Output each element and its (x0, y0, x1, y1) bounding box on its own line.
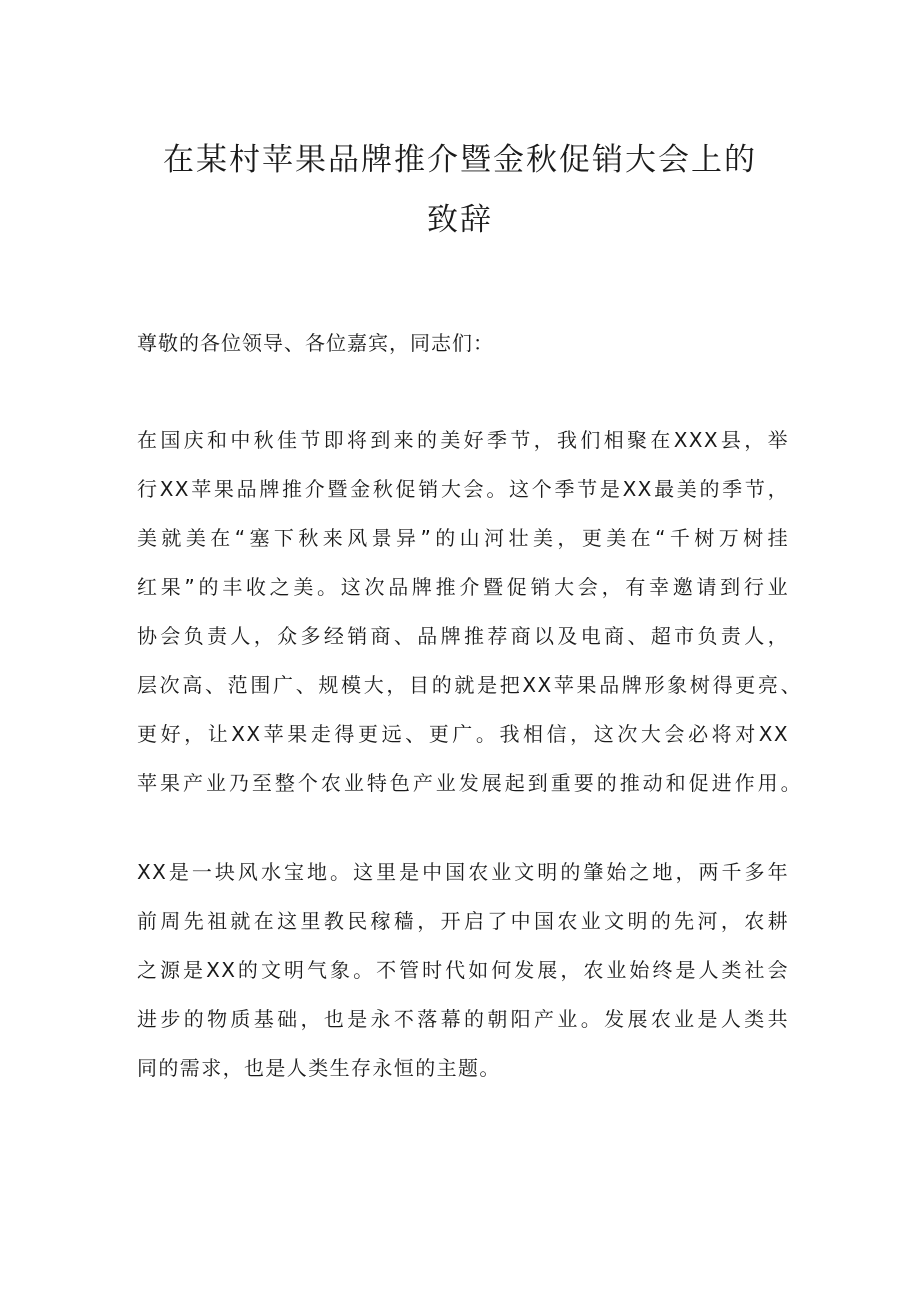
paragraph-1-line: 苹果产业乃至整个农业特色产业发展起到重要的推动和促进作用。 (137, 771, 802, 795)
paragraph-1-line: 红果”的丰收之美。这次品牌推介暨促销大会，有幸邀请到行业 (137, 575, 789, 599)
paragraph-2-line: 同的需求，也是人类生存永恒的主题。 (137, 1056, 501, 1080)
paragraph-1 (137, 430, 817, 822)
paragraph-1-line: 在国庆和中秋佳节即将到来的美好季节，我们相聚在XXX县，举 (137, 428, 789, 452)
paragraph-2-line: 之源是XX的文明气象。不管时代如何发展，农业始终是人类社会 (137, 958, 789, 982)
paragraph-1-line: 行XX苹果品牌推介暨金秋促销大会。这个季节是XX最美的季节， (137, 477, 789, 501)
paragraph-1-line: 协会负责人，众多经销商、品牌推荐商以及电商、超市负责人， (137, 624, 789, 648)
paragraph-1-line: 更好，让XX苹果走得更远、更广。我相信，这次大会必将对XX (137, 722, 789, 746)
salutation: 尊敬的各位领导、各位嘉宾，同志们： (137, 331, 494, 355)
paragraph-2-line: XX是一块风水宝地。这里是中国农业文明的肇始之地，两千多年 (137, 860, 789, 884)
document-title-line-1: 在某村苹果品牌推介暨金秋促销大会上的 (163, 142, 757, 178)
paragraph-2-line: 进步的物质基础，也是永不落幕的朝阳产业。发展农业是人类共 (137, 1007, 789, 1031)
paragraph-2-line: 前周先祖就在这里教民稼穑，开启了中国农业文明的先河，农耕 (137, 909, 789, 933)
paragraph-2 (137, 862, 817, 1107)
document-title-line-2: 致辞 (427, 202, 493, 238)
paragraph-1-line: 美就美在“塞下秋来风景异”的山河壮美，更美在“千树万树挂 (137, 526, 789, 550)
paragraph-1-line: 层次高、范围广、规模大，目的就是把XX苹果品牌形象树得更亮、 (137, 673, 802, 697)
